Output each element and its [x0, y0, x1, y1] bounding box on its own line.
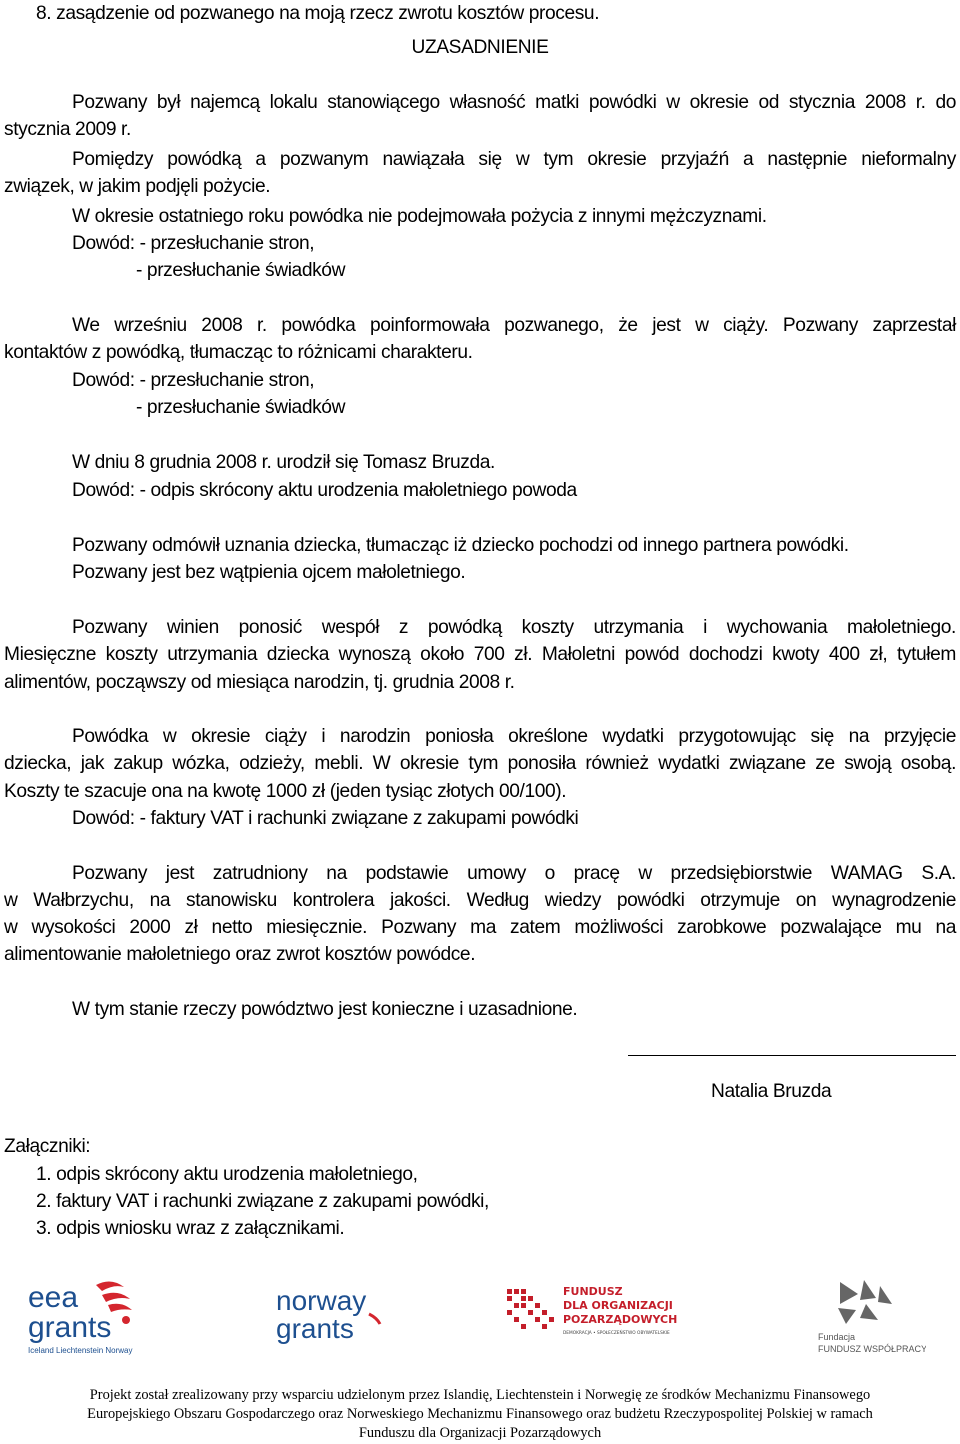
evidence-line: - przesłuchanie świadków: [136, 397, 346, 418]
paragraph-line: Pozwany jest bez wątpienia ojcem małoletniego.: [72, 562, 466, 583]
norway-line2: grants: [276, 1313, 354, 1344]
fundacja-graphic: [816, 1274, 926, 1358]
fundusz-l3: POZARZĄDOWYCH: [563, 1313, 678, 1326]
paragraph-line: Koszty te szacuje ona na kwotę 1000 zł (jeden tysiąc złotych 00/100).: [4, 781, 567, 802]
eea-line2: grants: [28, 1311, 112, 1344]
paragraph-line: kontaktów z powódką, tłumacząc to różnicami charakteru.: [4, 342, 473, 363]
footer-line: Funduszu dla Organizacji Pozarządowych: [358, 1425, 602, 1441]
paragraph-line: w Wałbrzychu, na stanowisku kontrolera jakości. Według wiedzy powódki otrzymuje on wynagrodzenie: [4, 890, 956, 911]
paragraph-line: Miesięczne koszty utrzymania dziecka wynoszą około 700 zł. Małoletni powód dochodzi kwoty 400 zł, tytułem: [4, 644, 956, 665]
paragraph-line: Pozwany odmówił uznania dziecka, tłumacząc iż dziecko pochodzi od innego partnera powódki.: [72, 535, 849, 556]
attachment-item: 1. odpis skrócony aktu urodzenia małoletniego,: [36, 1164, 418, 1185]
attachment-item: 3. odpis wniosku wraz z załącznikami.: [36, 1218, 345, 1239]
paragraph-line: alimentów, począwszy od miesiąca narodzin, tj. grudnia 2008 r.: [4, 672, 515, 693]
paragraph-line: dziecka, jak zakup wózka, odzieży, mebli. W okresie tym ponosiła również wydatki związane ze swoją osobą.: [4, 753, 956, 774]
signature-name: Natalia Bruzda: [711, 1081, 832, 1102]
paragraph-line: alimentowanie małoletniego oraz zwrot kosztów powódce.: [4, 944, 476, 965]
evidence-line: Dowód: - przesłuchanie stron,: [72, 370, 315, 391]
fundusz-logo: [505, 1281, 685, 1351]
footer-line: Projekt został zrealizowany przy wsparciu udzielonym przez Islandię, Liechtenstein i Norwegię ze środków Mechanizmu Finansowego: [89, 1387, 871, 1403]
paragraph-line: W okresie ostatniego roku powódka nie podejmowała pożycia z innymi mężczyznami.: [72, 206, 767, 227]
paragraph-line: Pomiędzy powódką a pozwanym nawiązała się w tym okresie przyjaźń a następnie nieformalny: [72, 149, 956, 170]
eea-grants-logo: [26, 1275, 136, 1357]
funding-footer: [0, 1386, 960, 1443]
paragraph-line: W dniu 8 grudnia 2008 r. urodził się Tomasz Bruzda.: [72, 452, 495, 473]
fundusz-l1: FUNDUSZ: [563, 1285, 623, 1298]
paragraph-line: w wysokości 2000 zł netto miesięcznie. Pozwany ma zatem możliwości zarobkowe pozwalające mu na: [4, 917, 956, 938]
eea-line1: eea: [28, 1281, 79, 1314]
paragraph-line: stycznia 2009 r.: [4, 119, 131, 140]
evidence-line: Dowód: - faktury VAT i rachunki związane z zakupami powódki: [72, 808, 579, 829]
paragraph-line: Pozwany był najemcą lokalu stanowiącego własność matki powódki w okresie od stycznia 2008 r. do: [72, 92, 956, 113]
fundacja-logo: [816, 1274, 926, 1358]
footer-line: Europejskiego Obszaru Gospodarczego oraz Norweskiego Mechanizmu Finansowego oraz budżetu Rzeczypospolitej Polskiej w ramach: [87, 1406, 873, 1422]
section-title: UZASADNIENIE: [411, 37, 549, 58]
paragraph-line: Powódka w okresie ciąży i narodzin poniosła określone wydatki przygotowując się na przyjęcie: [72, 726, 956, 747]
paragraph-line: W tym stanie rzeczy powództwo jest konieczne i uzasadnione.: [72, 999, 578, 1020]
fundacja-l1: Fundacja: [818, 1332, 856, 1342]
evidence-line: Dowód: - odpis skrócony aktu urodzenia małoletniego powoda: [72, 480, 577, 501]
attachment-item: 2. faktury VAT i rachunki związane z zakupami powódki,: [36, 1191, 489, 1212]
norway-grants-graphic: [276, 1284, 388, 1344]
paragraph-line: Pozwany jest zatrudniony na podstawie umowy o pracę w przedsiębiorstwie WAMAG S.A.: [72, 863, 956, 884]
evidence-line: - przesłuchanie świadków: [136, 260, 346, 281]
norway-line1: norway: [276, 1285, 367, 1316]
signature-line: [628, 1055, 956, 1056]
norway-grants-logo: [276, 1284, 388, 1344]
fundusz-graphic: [505, 1281, 685, 1351]
fundusz-sub: DEMOKRACJA • SPOŁECZEŃSTWO OBYWATELSKIE: [563, 1331, 670, 1336]
claim-item-8: 8. zasądzenie od pozwanego na moją rzecz zwrotu kosztów procesu.: [36, 3, 600, 24]
paragraph-line: związek, w jakim podjęli pożycie.: [4, 176, 271, 197]
paragraph-line: We wrześniu 2008 r. powódka poinformowała pozwanego, że jest w ciąży. Pozwany zaprzestał: [72, 315, 956, 336]
fundusz-l2: DLA ORGANIZACJI: [563, 1299, 673, 1312]
eea-grants-graphic: [26, 1275, 136, 1357]
sponsor-logos: [0, 1270, 960, 1365]
attachments-title: Załączniki:: [4, 1136, 91, 1157]
fundacja-l2: FUNDUSZ WSPÓŁPRACY: [818, 1344, 926, 1354]
eea-sub: Iceland Liechtenstein Norway: [28, 1346, 133, 1355]
evidence-line: Dowód: - przesłuchanie stron,: [72, 233, 315, 254]
paragraph-line: Pozwany winien ponosić wespół z powódką koszty utrzymania i wychowania małoletniego.: [72, 617, 956, 638]
